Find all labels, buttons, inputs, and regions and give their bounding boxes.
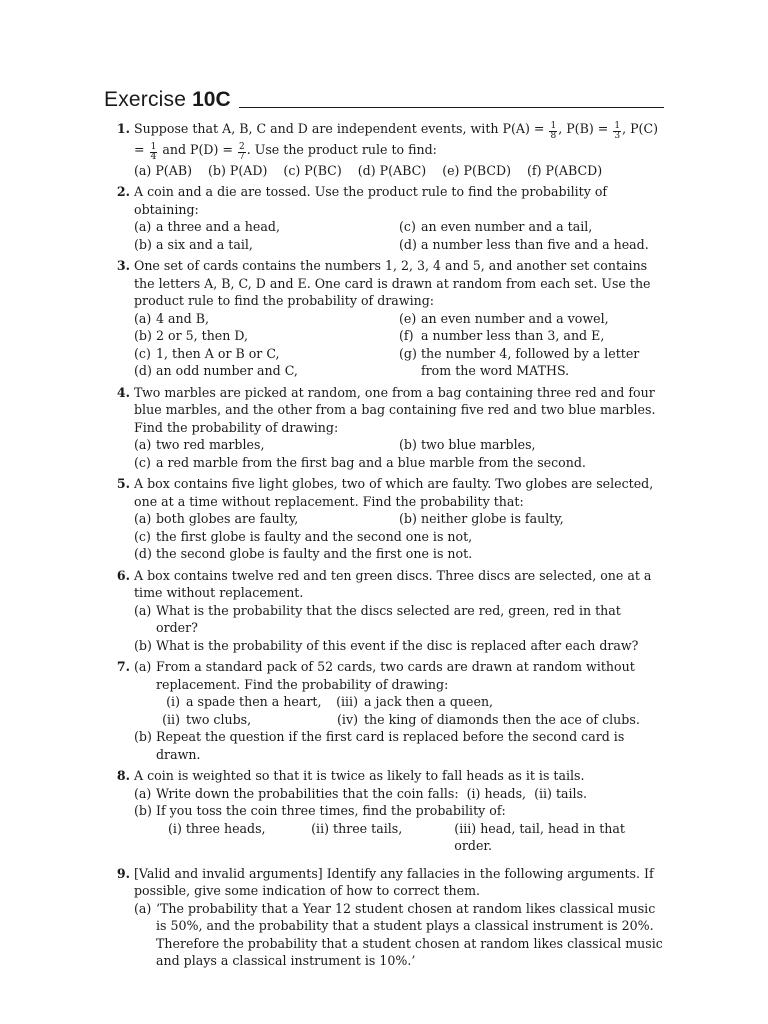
subpart: (b) What is the probability of this event if the disc is replaced after each draw? bbox=[134, 637, 639, 653]
subpart: (a) What is the probability that the discs selected are red, green, red in that order? bbox=[134, 602, 621, 636]
question-number: 6. bbox=[116, 567, 130, 583]
subpart: (b) a six and a tail, bbox=[134, 236, 253, 252]
question-1 bbox=[104, 120, 664, 179]
question-text: A box contains five light globes, two of which are faulty. Two globes are selected, one at a time without replacement. Find the probability that: bbox=[134, 476, 654, 509]
question-text: Two marbles are picked at random, one from a bag containing three red and four blue marbles, and the other from a bag containing five red and two blue marbles. Find the probability of drawing: bbox=[134, 384, 656, 435]
q7-options bbox=[158, 693, 664, 728]
exercise-number: 10C bbox=[192, 88, 231, 111]
question-number: 7. bbox=[116, 659, 130, 675]
subpart-row bbox=[134, 345, 664, 380]
subpart: (a) Write down the probabilities that the coin falls: (i) heads, (ii) tails. bbox=[134, 785, 588, 801]
subpart: (a) ‘The probability that a Year 12 student chosen at random likes classical music is 50%, and the probability that a student plays a classical instrument is 20%. Therefore the probability that a student chosen at random likes classical music and plays a classical instrument is 10%.’ bbox=[134, 900, 663, 969]
subpart: (b) neither globe is faulty, bbox=[399, 511, 564, 527]
subpart: (a) both globes are faulty, bbox=[134, 511, 299, 527]
q1-use: . Use the product rule to find: bbox=[246, 141, 437, 157]
title-rule bbox=[239, 107, 664, 108]
subpart-row bbox=[134, 310, 664, 328]
question-2 bbox=[104, 183, 664, 253]
subpart: (a) two red marbles, bbox=[134, 437, 265, 453]
subpart-row bbox=[134, 436, 664, 454]
subpart: (b) If you toss the coin three times, find the probability of: bbox=[134, 803, 506, 819]
fraction-pa: $\frac{1}{8}$ bbox=[550, 120, 557, 141]
question-number: 8. bbox=[116, 768, 130, 784]
option: (iv) the king of diamonds then the ace of clubs. bbox=[337, 711, 640, 727]
question-text: A coin is weighted so that it is twice as likely to fall heads as it is tails. bbox=[134, 768, 585, 784]
subpart: (d) the second globe is faulty and the first one is not. bbox=[134, 546, 473, 562]
question-text: A coin and a die are tossed. Use the product rule to find the probability of obtaining: bbox=[134, 184, 608, 217]
question-number: 5. bbox=[116, 476, 130, 492]
question-text bbox=[134, 120, 664, 162]
exercise-header bbox=[104, 88, 664, 112]
subpart: (a) 4 and B, bbox=[134, 310, 209, 326]
subpart: (c) the first globe is faulty and the second one is not, bbox=[134, 528, 473, 544]
question-text: [Valid and invalid arguments] Identify any fallacies in the following arguments. If possible, give some indication of how to correct them. bbox=[134, 865, 654, 899]
question-number: 1. bbox=[116, 121, 130, 136]
subpart-row bbox=[134, 218, 664, 236]
exercise-page bbox=[104, 88, 664, 973]
q1-part-e: (e) P(BCD) bbox=[442, 162, 511, 178]
subpart-row bbox=[134, 327, 664, 345]
option-row bbox=[158, 820, 664, 855]
q1-parts bbox=[134, 162, 664, 180]
option: (i) three heads, bbox=[168, 820, 266, 836]
option: (iii) head, tail, head in that order. bbox=[454, 820, 625, 854]
q1-part-c: (c) P(BC) bbox=[283, 162, 342, 178]
subpart-row bbox=[134, 236, 664, 254]
fraction-pd: $\frac{2}{7}$ bbox=[238, 141, 245, 162]
question-6 bbox=[104, 567, 664, 655]
option: (i) a spade then a heart, bbox=[166, 694, 322, 710]
subpart: (b) Repeat the question if the first card is replaced before the second card is drawn. bbox=[134, 729, 625, 762]
subpart-row bbox=[134, 510, 664, 528]
q1-intro: Suppose that A, B, C and D are independent events, with P(A) = bbox=[134, 121, 545, 136]
question-text: A box contains twelve red and ten green discs. Three discs are selected, one at a time without replacement. bbox=[134, 567, 652, 601]
subpart: (a) a three and a head, bbox=[134, 219, 280, 235]
subpart: (d) a number less than five and a head. bbox=[399, 236, 649, 252]
option-row bbox=[158, 693, 664, 711]
question-5 bbox=[104, 475, 664, 563]
exercise-title: Exercise bbox=[104, 88, 187, 111]
q1-part-f: (f) P(ABCD) bbox=[527, 162, 603, 178]
question-text: One set of cards contains the numbers 1, 2, 3, 4 and 5, and another set contains the letters A, B, C, D and E. One card is drawn at random from each set. Use the product rule to find the probability of drawing: bbox=[134, 258, 651, 309]
fraction-pc: $\frac{1}{4}$ bbox=[150, 141, 157, 162]
q1-part-b: (b) P(AD) bbox=[208, 162, 268, 178]
question-number: 2. bbox=[116, 184, 130, 200]
subpart: (c) 1, then A or B or C, (d) an odd number and C, bbox=[134, 345, 298, 379]
subpart: (f) a number less than 3, and E, bbox=[399, 328, 605, 344]
option: (iii) a jack then a queen, bbox=[336, 694, 494, 710]
subpart: (c) a red marble from the first bag and a blue marble from the second. bbox=[134, 454, 586, 470]
q8-options bbox=[158, 820, 664, 855]
subpart: (c) an even number and a tail, bbox=[399, 219, 593, 235]
subpart: (a) From a standard pack of 52 cards, two cards are drawn at random without replacement. Find the probability of drawing: bbox=[134, 659, 635, 692]
question-8 bbox=[104, 767, 664, 855]
subpart: (e) an even number and a vowel, bbox=[399, 310, 609, 326]
question-number: 3. bbox=[116, 258, 130, 274]
subpart: (g) the number 4, followed by a letter from the word MATHS. bbox=[399, 345, 640, 379]
question-number: 9. bbox=[116, 865, 130, 881]
q1-part-d: (d) P(ABC) bbox=[357, 162, 427, 178]
question-number: 4. bbox=[116, 384, 130, 400]
option-row bbox=[158, 711, 664, 729]
question-9 bbox=[104, 865, 664, 970]
option: (ii) three tails, bbox=[311, 820, 403, 836]
q1-part-a: (a) P(AB) bbox=[134, 162, 192, 178]
question-7 bbox=[104, 658, 664, 763]
subpart: (b) two blue marbles, bbox=[399, 437, 536, 453]
fraction-pb: $\frac{1}{3}$ bbox=[614, 120, 621, 141]
subpart: (b) 2 or 5, then D, bbox=[134, 328, 249, 344]
q1-pc-label: , P(C) = bbox=[134, 121, 659, 157]
question-3 bbox=[104, 257, 664, 380]
option: (ii) two clubs, bbox=[162, 711, 252, 727]
q1-pb-label: , P(B) = bbox=[558, 121, 609, 136]
q1-and: and P(D) = bbox=[162, 141, 233, 157]
question-4 bbox=[104, 384, 664, 472]
